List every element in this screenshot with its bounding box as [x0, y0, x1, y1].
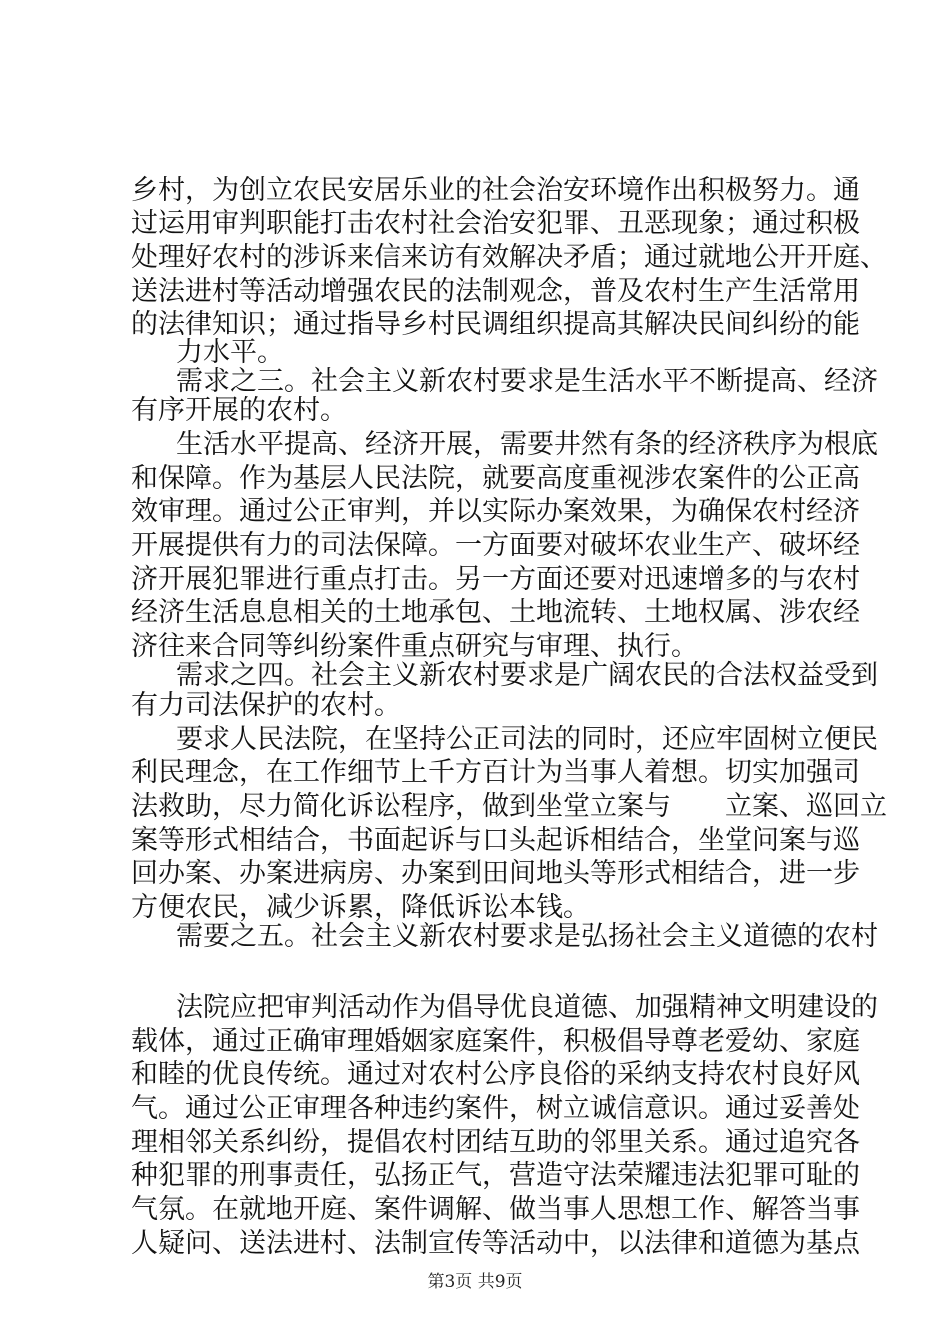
text-line: 的法律知识；通过指导乡村民调组织提高其解决民间纠纷的能: [131, 309, 860, 341]
text-line: 种犯罪的刑事责任，弘扬正气，营造守法荣耀违法犯罪可耻的: [131, 1160, 860, 1192]
text-line: 济往来合同等纠纷案件重点研究与审理、执行。: [131, 631, 698, 663]
text-line: 需求之三。社会主义新农村要求是生活水平不断提高、经济: [176, 365, 878, 397]
text-line: 力水平。: [176, 336, 284, 368]
text-line: 需求之四。社会主义新农村要求是广阔农民的合法权益受到: [176, 660, 878, 692]
text-line: 法救助，尽力简化诉讼程序，做到坐堂立案与 立案、巡回立: [131, 790, 887, 822]
text-line: 有力司法保护的农村。: [131, 690, 401, 721]
text-line: 载体，通过正确审理婚姻家庭案件，积极倡导尊老爱幼、家庭: [131, 1025, 860, 1057]
text-line: 案等形式相结合，书面起诉与口头起诉相结合，坐堂问案与巡: [131, 824, 860, 856]
text-line: 气氛。在就地开庭、案件调解、做当事人思想工作、解答当事: [131, 1193, 860, 1225]
text-line: 济开展犯罪进行重点打击。另一方面还要对迅速增多的与农村: [131, 563, 860, 595]
text-line: 生活水平提高、经济开展，需要井然有条的经济秩序为根底: [176, 429, 878, 461]
text-line: 开展提供有力的司法保障。一方面要对破坏农业生产、破坏经: [131, 530, 860, 562]
text-line: 送法进村等活动增强农民的法制观念，普及农村生产生活常用: [131, 275, 860, 307]
text-line: 和睦的优良传统。通过对农村公序良俗的采纳支持农村良好风: [131, 1059, 860, 1091]
text-line: 过运用审判职能打击农村社会治安犯罪、丑恶现象；通过积极: [131, 208, 860, 240]
text-line: 气。通过公正审理各种违约案件，树立诚信意识。通过妥善处: [131, 1092, 860, 1124]
page-number: 第3页 共9页: [427, 1272, 523, 1292]
text-line: 和保障。作为基层人民法院，就要高度重视涉农案件的公正高: [131, 462, 860, 494]
text-line: 理相邻关系纠纷，提倡农村团结互助的邻里关系。通过追究各: [131, 1126, 860, 1158]
text-line: 要求人民法院，在坚持公正司法的同时，还应牢固树立便民: [176, 723, 878, 755]
text-line: 有序开展的农村。: [131, 395, 347, 427]
text-line: 方便农民，减少诉累，降低诉讼本钱。: [131, 891, 590, 923]
text-line: 效审理。通过公正审判，并以实际办案效果，为确保农村经济: [131, 496, 860, 528]
text-line: 经济生活息息相关的土地承包、土地流转、土地权属、涉农经: [131, 597, 860, 629]
text-line: 利民理念，在工作细节上千方百计为当事人着想。切实加强司: [131, 757, 860, 789]
text-line: 需要之五。社会主义新农村要求是弘扬社会主义道德的农村: [176, 920, 878, 952]
text-line: 回办案、办案进病房、办案到田间地头等形式相结合，进一步: [131, 858, 860, 890]
text-line: 法院应把审判活动作为倡导优良道德、加强精神文明建设的: [176, 992, 878, 1023]
text-line: 处理好农村的涉诉来信来访有效解决矛盾；通过就地公开开庭、: [131, 242, 887, 274]
text-line: 人疑问、送法进村、法制宣传等活动中，以法律和道德为基点: [131, 1227, 860, 1259]
text-line: 乡村，为创立农民安居乐业的社会治安环境作出积极努力。通: [131, 174, 860, 206]
